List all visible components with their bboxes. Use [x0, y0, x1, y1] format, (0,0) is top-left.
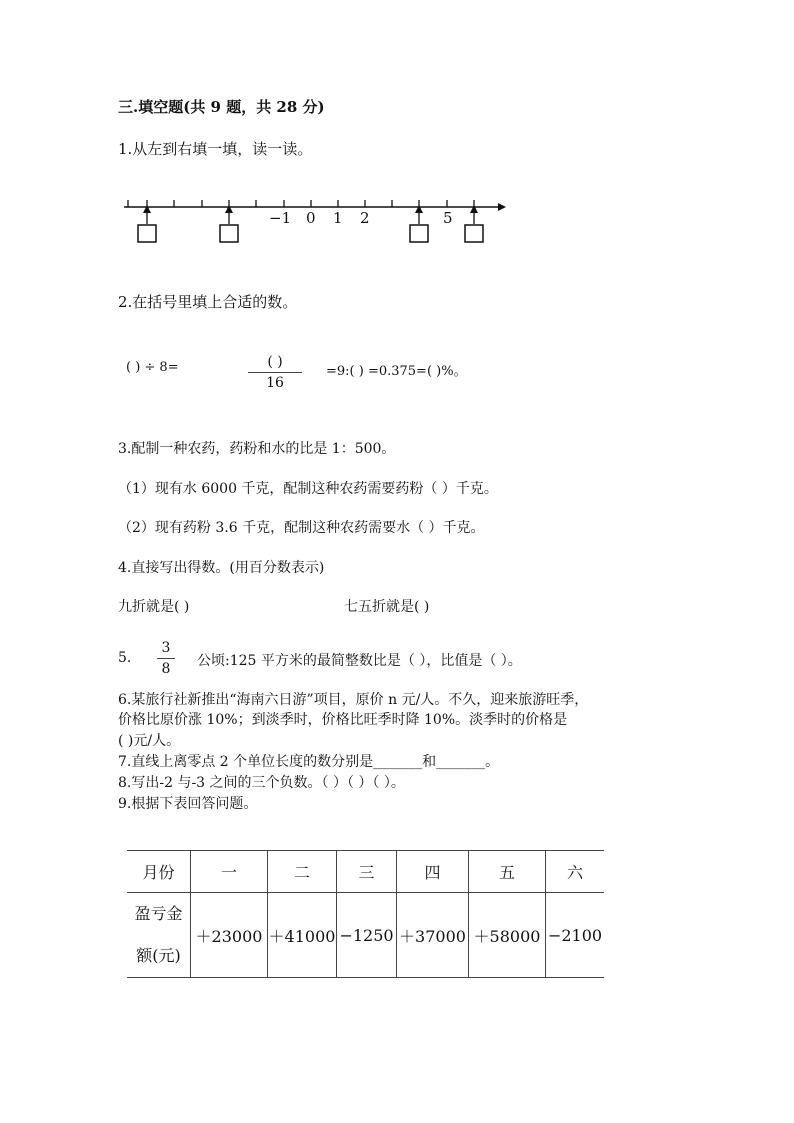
- table-cell: −2100: [546, 893, 605, 978]
- q2-expr-left: ( ) ÷ 8=: [126, 360, 179, 375]
- table-cell: −1250: [337, 893, 397, 978]
- table-row: [127, 893, 604, 978]
- q2-fraction-denominator: 16: [266, 375, 284, 391]
- q4-item2: 七五折就是( ): [344, 599, 430, 615]
- q6-line2: 价格比原价涨 10%；到淡季时，价格比旺季时降 10%。淡季时的价格是: [118, 712, 568, 728]
- tick-label-0: 0: [306, 209, 316, 227]
- q6-line1: 6.某旅行社新推出“海南六日游”项目，原价 n 元/人。不久，迎来旅游旺季，: [118, 692, 589, 708]
- answer-box-4: [465, 205, 483, 242]
- number-line-arrow: [498, 203, 506, 211]
- answer-box-3: [410, 205, 428, 242]
- answer-box-1: [138, 205, 156, 242]
- q6-line3: ( )元/人。: [118, 733, 181, 749]
- table-header-cell: 二: [268, 851, 337, 893]
- section-title: 三.填空题(共 9 题，共 28 分): [118, 98, 325, 116]
- q5-text: 公顷:125 平方米的最简整数比是（ ），比值是（ ）。: [197, 653, 522, 669]
- q5-fraction-numerator: 3: [161, 640, 171, 656]
- table-cell: ＋41000: [268, 893, 337, 978]
- table-header-cell: 月份: [127, 851, 191, 893]
- tick-label-2: 2: [360, 209, 370, 227]
- q5-fraction-denominator: 8: [161, 661, 171, 677]
- fraction-bar: [157, 658, 175, 659]
- table-header-cell: 三: [337, 851, 397, 893]
- q9-prompt: 9.根据下表回答问题。: [118, 796, 258, 812]
- q2-fraction: [248, 353, 302, 392]
- q3-sub2: （2）现有药粉 3.6 千克，配制这种农药需要水（ ）千克。: [118, 520, 485, 536]
- q5-fraction: [157, 639, 175, 678]
- q7-text: 7.直线上离零点 2 个单位长度的数分别是_______和_______。: [118, 754, 500, 770]
- tick-label-1: 1: [333, 209, 343, 227]
- q3-prompt: 3.配制一种农药，药粉和水的比是 1：500。: [118, 441, 396, 457]
- table-header-cell: 六: [546, 851, 605, 893]
- q1-prompt: 1.从左到右填一填，读一读。: [118, 140, 313, 158]
- q2-fraction-numerator: ( ): [267, 354, 283, 370]
- table-header-cell: 四: [397, 851, 469, 893]
- q2-prompt: 2.在括号里填上合适的数。: [118, 293, 298, 311]
- row-label-line2: 额(元): [136, 946, 181, 965]
- table-header-cell: 五: [469, 851, 546, 893]
- table-header-row: [127, 851, 604, 893]
- table-row-label: [127, 893, 191, 978]
- q4-item1: 九折就是( ): [118, 599, 190, 615]
- number-line-ticks: [128, 200, 474, 207]
- q3-sub1: （1）现有水 6000 千克，配制这种农药需要药粉（ ）千克。: [118, 481, 498, 497]
- table-cell: ＋23000: [191, 893, 268, 978]
- profit-loss-table: [127, 850, 604, 978]
- q4-prompt: 4.直接写出得数。(用百分数表示): [118, 560, 325, 576]
- table-cell: ＋58000: [469, 893, 546, 978]
- tick-label-neg1: −1: [269, 209, 292, 227]
- table-cell: ＋37000: [397, 893, 469, 978]
- row-label-line1: 盈亏金: [134, 904, 183, 923]
- tick-label-5: 5: [443, 209, 453, 227]
- fraction-bar: [248, 372, 302, 373]
- q2-expr-right: =9:( ) =0.375=( )%。: [326, 364, 467, 379]
- q8-text: 8.写出-2 与-3 之间的三个负数。（ ）（ ）（ ）。: [118, 775, 405, 791]
- table-header-cell: 一: [191, 851, 268, 893]
- answer-box-2: [220, 205, 238, 242]
- q5-number: 5.: [118, 650, 132, 666]
